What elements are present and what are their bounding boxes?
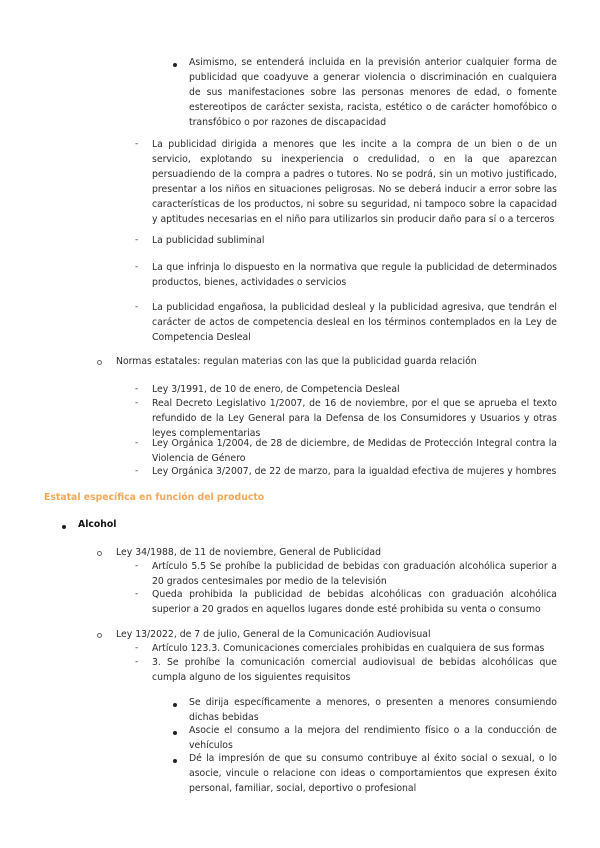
dash-icon: -: [135, 589, 139, 599]
dash-icon: -: [135, 466, 139, 476]
dash-icon: -: [135, 384, 139, 394]
dash-icon: -: [135, 302, 139, 312]
normas-label: Normas estatales: regulan materias con las que la publicidad guarda relación: [116, 356, 477, 367]
ley1-title: Ley 34/1988, de 11 de noviembre, General de Publicidad: [116, 547, 382, 558]
ley2-item: Artículo 123.3. Comunicaciones comerciales prohibidas en cualquiera de sus formas: [152, 643, 545, 654]
ley2-subitem: Asocie el consumo a la mejora del rendimiento físico o a la conducción de vehículos: [189, 725, 557, 751]
normas-item: Ley 3/1991, de 10 de enero, de Competencia Desleal: [152, 384, 400, 395]
circle-bullet-icon: [97, 633, 102, 638]
bullet-icon: [173, 703, 177, 707]
dash-icon: -: [135, 561, 139, 571]
dash-icon: -: [135, 139, 139, 149]
dash-icon: -: [135, 438, 139, 448]
ley2-item: 3. Se prohíbe la comunicación comercial audiovisual de bebidas alcohólicas que cumpla alguno de los siguientes requisitos: [152, 657, 557, 683]
dash-item-menores: La publicidad dirigida a menores que les incite a la compra de un bien o de un servicio, explotando su inexperiencia o credulidad, o en la que aparezcan persuadiendo de la compra a padres o tutores. No se podrá, sin un motivo justificado, presentar a los niños en situaciones peligrosas. No se deberá inducir a error sobre las características de los productos, ni sobre su seguridad, ni tampoco sobre la capacidad y aptitudes necesarias en el niño para utilizarlos sin producir daño para sí o a terceros: [152, 139, 557, 225]
dash-item-subliminal: La publicidad subliminal: [152, 235, 265, 246]
dash-icon: -: [135, 262, 139, 272]
top-bullet-text: Asimismo, se entenderá incluida en la previsión anterior cualquier forma de publicidad que coadyuve a generar violencia o discriminación en cualquiera de sus manifestaciones sobre las personas menores de edad, o fomente estereotipos de carácter sexista, racista, estético o de carácter homofóbico o transfóbico o por razones de discapacidad: [189, 57, 557, 128]
bullet-icon: [173, 63, 177, 67]
dash-item-normativa: La que infrinja lo dispuesto en la normativa que regule la publicidad de determinados productos, bienes, actividades o servicios: [152, 262, 557, 288]
ley1-item: Artículo 5.5 Se prohíbe la publicidad de bebidas con graduación alcohólica superior a 20 grados centesimales por medio de la televisión: [152, 561, 557, 587]
circle-bullet-icon: [97, 551, 102, 556]
normas-item: Ley Orgánica 3/2007, de 22 de marzo, para la igualdad efectiva de mujeres y hombres: [152, 466, 557, 477]
circle-bullet-icon: [97, 360, 102, 365]
normas-item: Real Decreto Legislativo 1/2007, de 16 de noviembre, por el que se aprueba el texto refundido de la Ley General para la Defensa de los Consumidores y Usuarios y otras leyes complementarias: [152, 398, 557, 439]
dash-icon: -: [135, 235, 139, 245]
bullet-icon: [173, 759, 177, 763]
alcohol-label: Alcohol: [78, 519, 117, 530]
bullet-icon: [173, 731, 177, 735]
ley2-subitem: Se dirija específicamente a menores, o presenten a menores consumiendo dichas bebidas: [189, 697, 557, 723]
ley1-item: Queda prohibida la publicidad de bebidas alcohólicas con graduación alcohólica superior a 20 grados en aquellos lugares donde esté prohibida su venta o consumo: [152, 589, 557, 615]
dash-icon: -: [135, 657, 139, 667]
bullet-icon: [62, 525, 66, 529]
dash-item-enganosa: La publicidad engañosa, la publicidad desleal y la publicidad agresiva, que tendrán el carácter de actos de competencia desleal en los términos contemplados en la Ley de Competencia Desleal: [152, 302, 557, 343]
dash-icon: -: [135, 643, 139, 653]
section-heading: Estatal específica en función del producto: [44, 492, 265, 503]
ley2-subitem: Dé la impresión de que su consumo contribuye al éxito social o sexual, o lo asocie, vincule o relacione con ideas o comportamientos que expresen éxito personal, familiar, social, deportivo o profesional: [189, 753, 557, 794]
dash-icon: -: [135, 398, 139, 408]
ley2-title: Ley 13/2022, de 7 de julio, General de la Comunicación Audiovisual: [116, 629, 431, 640]
normas-item: Ley Orgánica 1/2004, de 28 de diciembre, de Medidas de Protección Integral contra la Violencia de Género: [152, 438, 557, 464]
